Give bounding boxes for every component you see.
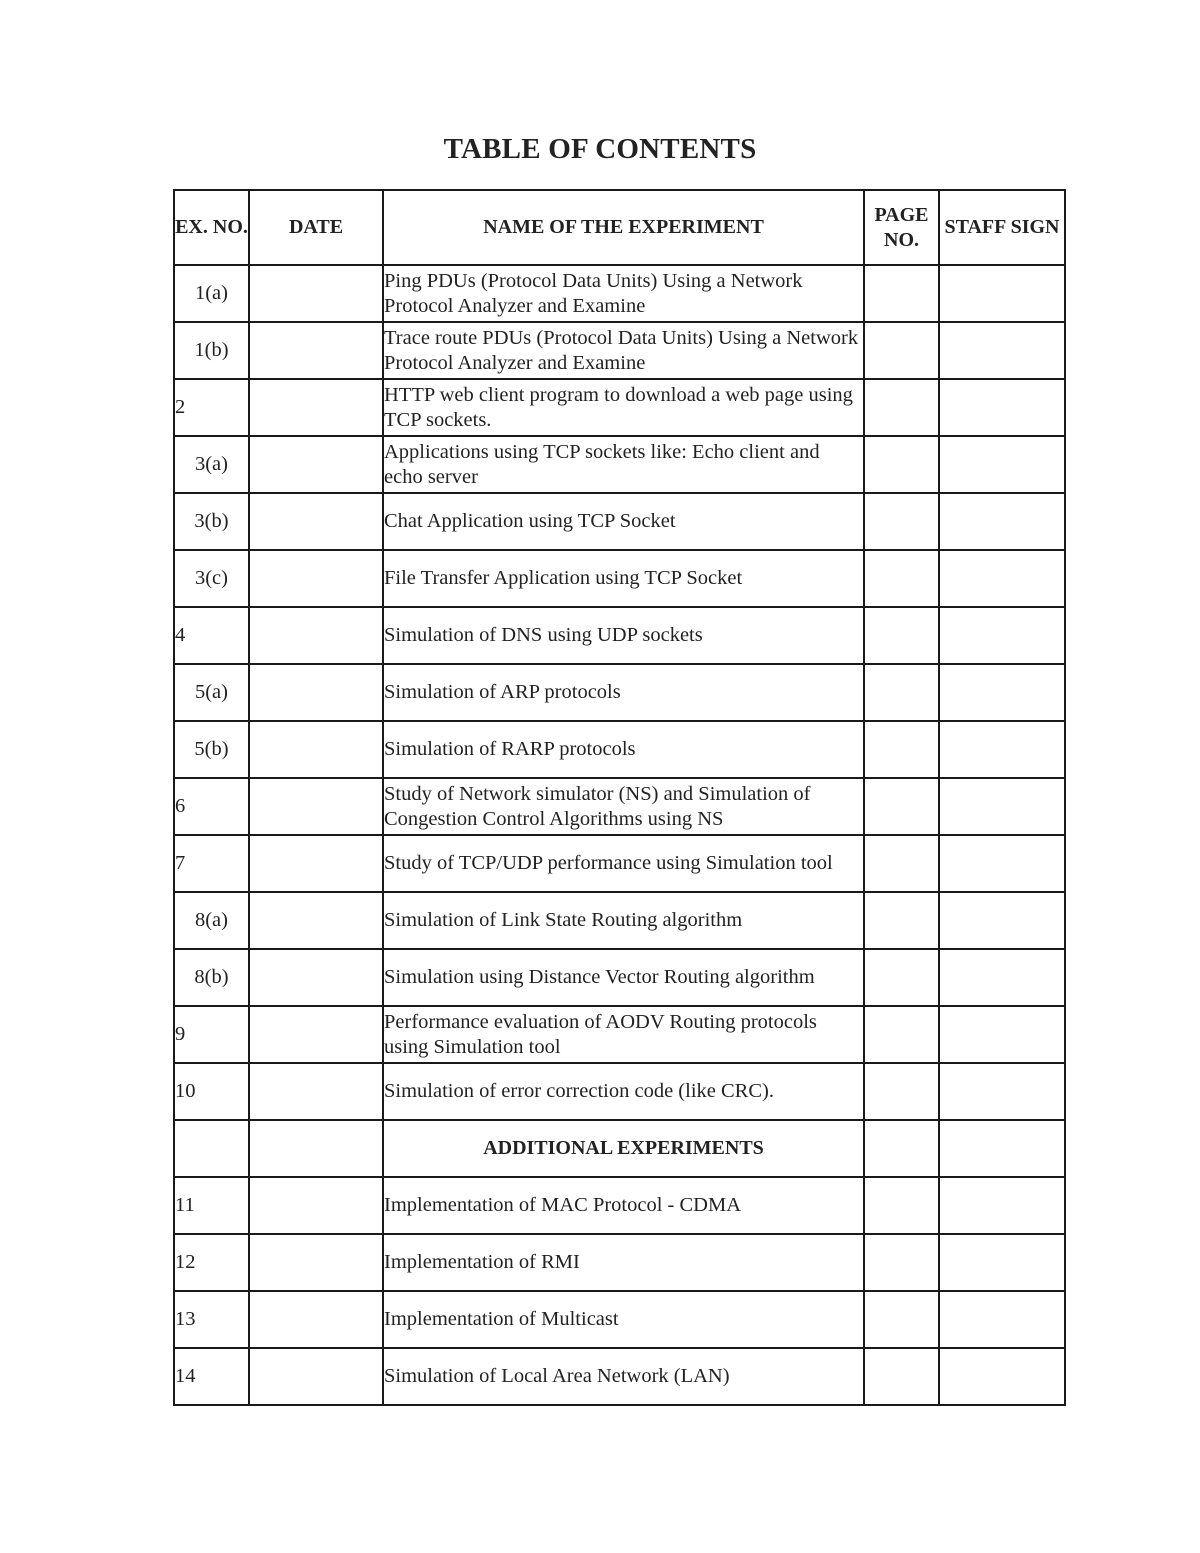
- exno-cell: 1(a): [174, 265, 249, 322]
- table-row: [174, 835, 1065, 892]
- sign-cell: [939, 949, 1065, 1006]
- page-cell: [864, 493, 939, 550]
- page-cell: [864, 664, 939, 721]
- page-cell: [864, 949, 939, 1006]
- exno-cell: 12: [174, 1234, 249, 1291]
- experiment-name-cell: Study of Network simulator (NS) and Simulation of Congestion Control Algorithms using NS: [383, 778, 864, 835]
- page-cell: [864, 607, 939, 664]
- exno-cell: 3(c): [174, 550, 249, 607]
- date-cell: [249, 949, 383, 1006]
- sign-cell: [939, 550, 1065, 607]
- exno-cell: 7: [174, 835, 249, 892]
- sign-cell: [939, 664, 1065, 721]
- sign-cell: [939, 1234, 1065, 1291]
- page-cell: [864, 1063, 939, 1120]
- table-row: [174, 1291, 1065, 1348]
- page-cell: [864, 778, 939, 835]
- experiment-name-cell: Simulation of DNS using UDP sockets: [383, 607, 864, 664]
- page-cell: [864, 1177, 939, 1234]
- table-row: [174, 1063, 1065, 1120]
- exno-cell: 4: [174, 607, 249, 664]
- sign-cell: [939, 1348, 1065, 1405]
- sign-cell: [939, 322, 1065, 379]
- exno-cell: 10: [174, 1063, 249, 1120]
- table-row: [174, 892, 1065, 949]
- date-cell: [249, 322, 383, 379]
- page-cell: [864, 550, 939, 607]
- sign-cell: [939, 493, 1065, 550]
- page-cell: [864, 1006, 939, 1063]
- date-cell: [249, 1234, 383, 1291]
- page-title: TABLE OF CONTENTS: [443, 133, 757, 165]
- date-cell: [249, 835, 383, 892]
- date-cell: [249, 493, 383, 550]
- page-cell: [864, 379, 939, 436]
- date-cell: [249, 892, 383, 949]
- sign-cell: [939, 892, 1065, 949]
- header-date: DATE: [249, 190, 383, 265]
- page-cell: [864, 1234, 939, 1291]
- exno-cell: 8(a): [174, 892, 249, 949]
- experiment-name-cell: Ping PDUs (Protocol Data Units) Using a Network Protocol Analyzer and Examine: [383, 265, 864, 322]
- sign-cell: [939, 778, 1065, 835]
- table-row: [174, 664, 1065, 721]
- table-row: [174, 322, 1065, 379]
- experiment-name-cell: Applications using TCP sockets like: Echo client and echo server: [383, 436, 864, 493]
- exno-cell: 3(a): [174, 436, 249, 493]
- table-row: [174, 607, 1065, 664]
- exno-cell: 14: [174, 1348, 249, 1405]
- experiment-name-cell: Simulation of RARP protocols: [383, 721, 864, 778]
- experiment-name-cell: Implementation of RMI: [383, 1234, 864, 1291]
- date-cell: [249, 607, 383, 664]
- experiment-name-cell: Simulation of Local Area Network (LAN): [383, 1348, 864, 1405]
- section-row: [174, 1120, 1065, 1177]
- exno-cell: 9: [174, 1006, 249, 1063]
- additional-experiments-heading: ADDITIONAL EXPERIMENTS: [383, 1120, 864, 1177]
- exno-cell: 3(b): [174, 493, 249, 550]
- exno-cell: 6: [174, 778, 249, 835]
- experiment-name-cell: Simulation of error correction code (like CRC).: [383, 1063, 864, 1120]
- sign-cell: [939, 1063, 1065, 1120]
- exno-cell: 5(b): [174, 721, 249, 778]
- header-page: PAGE NO.: [864, 190, 939, 265]
- sign-cell: [939, 379, 1065, 436]
- exno-cell: 8(b): [174, 949, 249, 1006]
- experiment-name-cell: Simulation using Distance Vector Routing algorithm: [383, 949, 864, 1006]
- table-row: [174, 379, 1065, 436]
- table-row: [174, 550, 1065, 607]
- date-cell: [249, 1177, 383, 1234]
- experiment-name-cell: Simulation of ARP protocols: [383, 664, 864, 721]
- experiment-name-cell: Simulation of Link State Routing algorithm: [383, 892, 864, 949]
- exno-cell: [174, 1120, 249, 1177]
- sign-cell: [939, 1291, 1065, 1348]
- header-exno: EX. NO.: [174, 190, 249, 265]
- page-cell: [864, 892, 939, 949]
- sign-cell: [939, 607, 1065, 664]
- date-cell: [249, 1291, 383, 1348]
- experiment-name-cell: Study of TCP/UDP performance using Simulation tool: [383, 835, 864, 892]
- date-cell: [249, 436, 383, 493]
- exno-cell: 5(a): [174, 664, 249, 721]
- date-cell: [249, 379, 383, 436]
- sign-cell: [939, 835, 1065, 892]
- exno-cell: 13: [174, 1291, 249, 1348]
- exno-cell: 11: [174, 1177, 249, 1234]
- table-row: [174, 265, 1065, 322]
- date-cell: [249, 265, 383, 322]
- header-name: NAME OF THE EXPERIMENT: [383, 190, 864, 265]
- date-cell: [249, 1348, 383, 1405]
- date-cell: [249, 778, 383, 835]
- page-cell: [864, 1120, 939, 1177]
- table-row: [174, 493, 1065, 550]
- contents-table: [173, 189, 1066, 1406]
- experiment-name-cell: Trace route PDUs (Protocol Data Units) Using a Network Protocol Analyzer and Examine: [383, 322, 864, 379]
- date-cell: [249, 1006, 383, 1063]
- sign-cell: [939, 1177, 1065, 1234]
- table-row: [174, 1348, 1065, 1405]
- sign-cell: [939, 436, 1065, 493]
- experiment-name-cell: Chat Application using TCP Socket: [383, 493, 864, 550]
- exno-cell: 1(b): [174, 322, 249, 379]
- header-row: [174, 190, 1065, 265]
- page-cell: [864, 721, 939, 778]
- page-cell: [864, 322, 939, 379]
- table-row: [174, 721, 1065, 778]
- page-cell: [864, 835, 939, 892]
- table-row: [174, 949, 1065, 1006]
- date-cell: [249, 664, 383, 721]
- page-cell: [864, 265, 939, 322]
- experiment-name-cell: Performance evaluation of AODV Routing protocols using Simulation tool: [383, 1006, 864, 1063]
- date-cell: [249, 1120, 383, 1177]
- date-cell: [249, 721, 383, 778]
- sign-cell: [939, 721, 1065, 778]
- exno-cell: 2: [174, 379, 249, 436]
- header-sign: STAFF SIGN: [939, 190, 1065, 265]
- sign-cell: [939, 265, 1065, 322]
- table-row: [174, 1006, 1065, 1063]
- page-cell: [864, 436, 939, 493]
- date-cell: [249, 1063, 383, 1120]
- page-cell: [864, 1348, 939, 1405]
- table-row: [174, 436, 1065, 493]
- page-cell: [864, 1291, 939, 1348]
- table-row: [174, 1234, 1065, 1291]
- experiment-name-cell: File Transfer Application using TCP Socket: [383, 550, 864, 607]
- experiment-name-cell: HTTP web client program to download a web page using TCP sockets.: [383, 379, 864, 436]
- sign-cell: [939, 1006, 1065, 1063]
- table-row: [174, 778, 1065, 835]
- experiment-name-cell: Implementation of MAC Protocol - CDMA: [383, 1177, 864, 1234]
- sign-cell: [939, 1120, 1065, 1177]
- experiment-name-cell: Implementation of Multicast: [383, 1291, 864, 1348]
- table-row: [174, 1177, 1065, 1234]
- date-cell: [249, 550, 383, 607]
